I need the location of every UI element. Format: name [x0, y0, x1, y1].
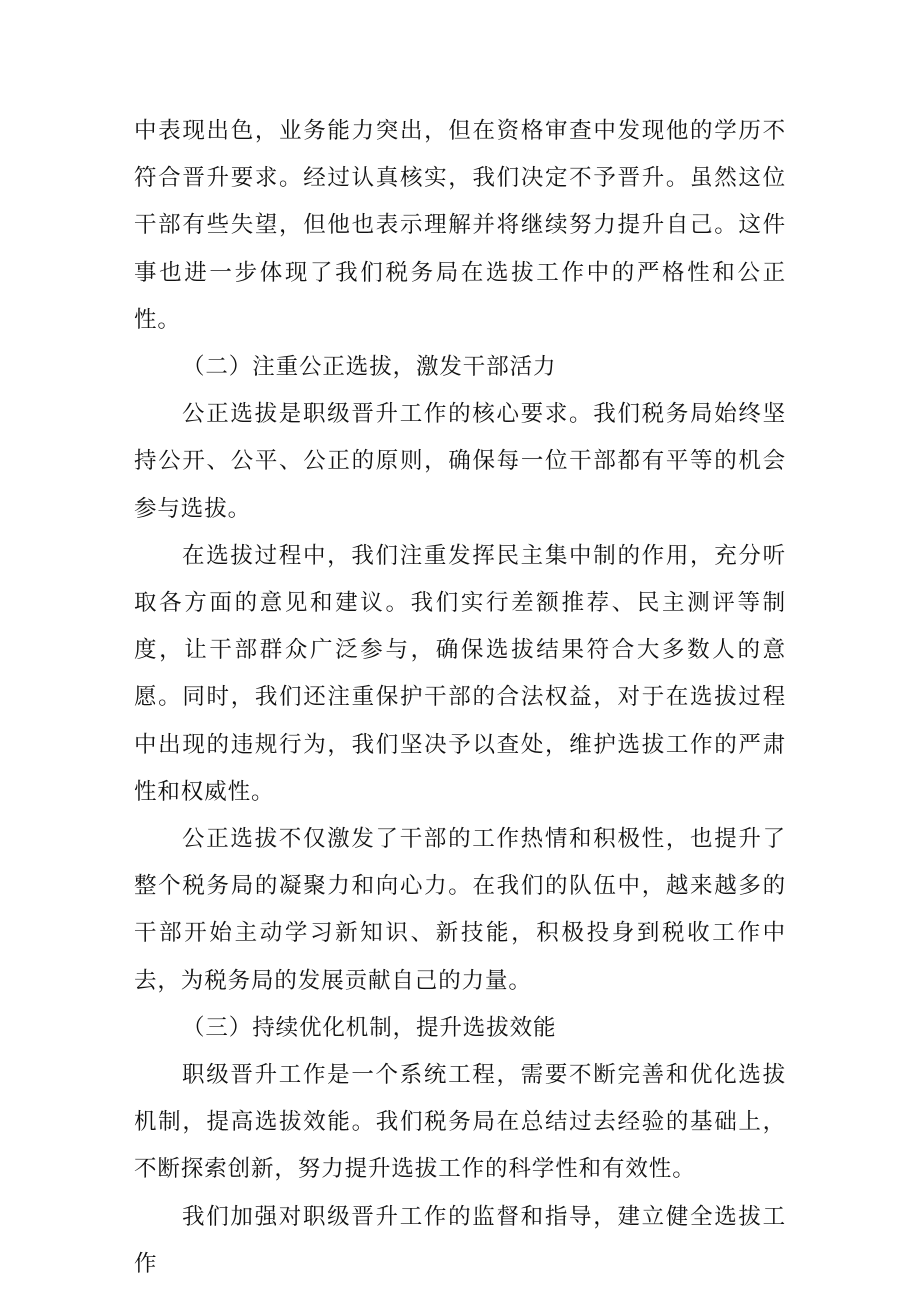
paragraph-continuation: 中表现出色，业务能力突出，但在资格审查中发现他的学历不符合晋升要求。经过认真核实，我们决定不予晋升。虽然这位干部有些失望，但他也表示理解并将继续努力提升自己。这件事也进一步体现了我们税务局在选拔工作中的严格性和公正性。: [134, 118, 786, 333]
section-heading: （二）注重公正选拔，激发干部活力: [182, 354, 557, 381]
paragraph: 我们加强对职级晋升工作的监督和指导，建立健全选拔工作: [134, 1203, 786, 1277]
paragraph: 在选拔过程中，我们注重发挥民主集中制的作用，充分听取各方面的意见和建议。我们实行差额推荐、民主测评等制度，让干部群众广泛参与，确保选拔结果符合大多数人的意愿。同时，我们还注重保护干部的合法权益，对于在选拔过程中出现的违规行为，我们坚决予以查处，维护选拔工作的严肃性和权威性。: [134, 542, 786, 805]
paragraph: 职级晋升工作是一个系统工程，需要不断完善和优化选拔机制，提高选拔效能。我们税务局在总结过去经验的基础上，不断探索创新，努力提升选拔工作的科学性和有效性。: [134, 1062, 786, 1183]
document-body: [134, 108, 786, 1288]
paragraph: 公正选拔不仅激发了干部的工作热情和积极性，也提升了整个税务局的凝聚力和向心力。在我们的队伍中，越来越多的干部开始主动学习新知识、新技能，积极投身到税收工作中去，为税务局的发展贡献自己的力量。: [134, 826, 786, 994]
paragraph: 公正选拔是职级晋升工作的核心要求。我们税务局始终坚持公开、公平、公正的原则，确保每一位干部都有平等的机会参与选拔。: [134, 401, 786, 522]
section-heading: （三）持续优化机制，提升选拔效能: [182, 1014, 557, 1041]
